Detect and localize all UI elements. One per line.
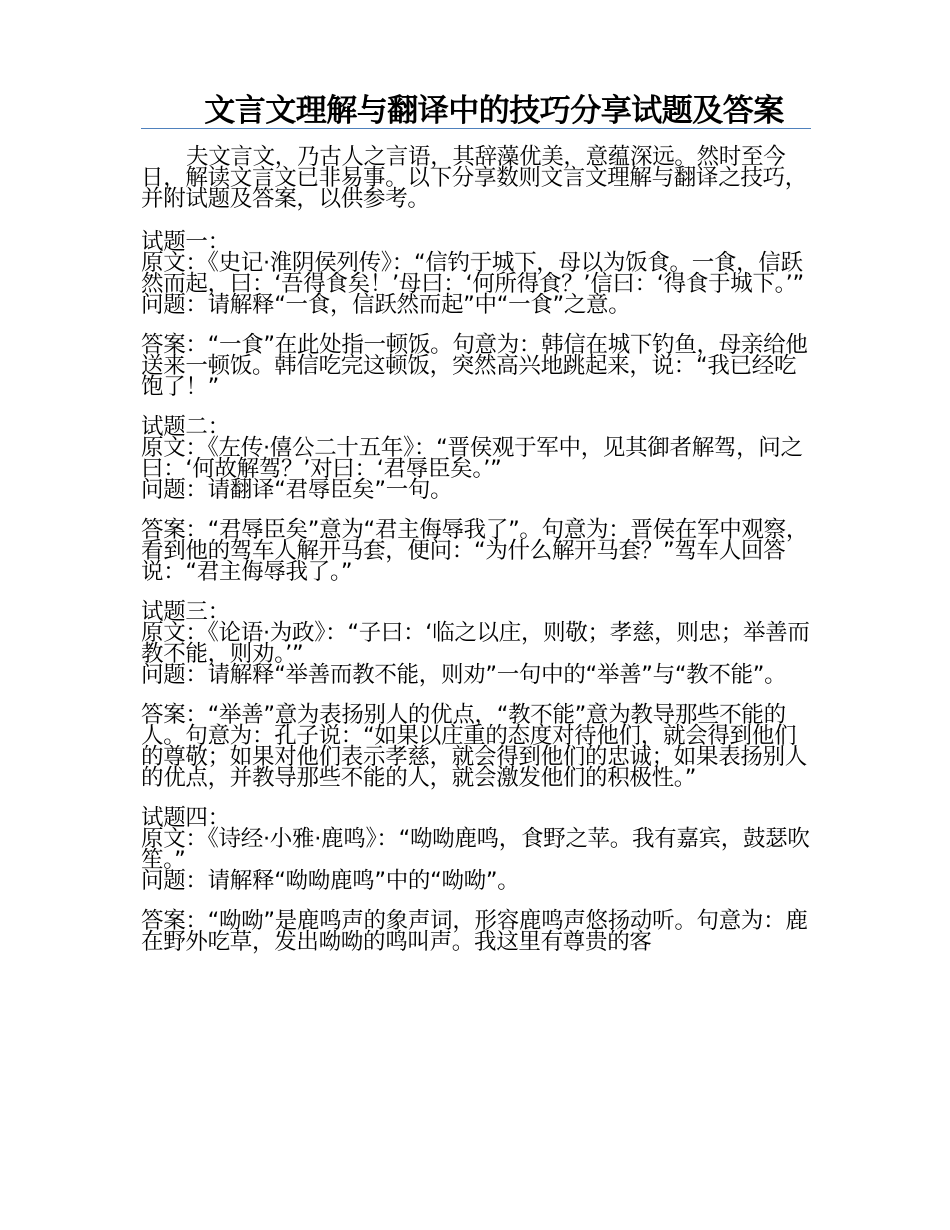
question-source: 原文：《史记·淮阴侯列传》：“信钓于城下，母以为饭食。一食，信跃然而起，曰：‘吾得食矣！’母曰：‘何所得食？’信曰：‘得食于城下。’” — [141, 250, 804, 297]
answer-block-4 — [141, 908, 811, 955]
question-block-3 — [141, 599, 811, 688]
question-heading: 试题一： — [141, 229, 230, 255]
answer-text: 答案：“君辱臣矣”意为“君主侮辱我了”。句意为：晋侯在军中观察，看到他的驾车人解开马套，便问：“为什么解开马套？”驾车人回答说：“君主侮辱我了。” — [141, 517, 809, 585]
document-title: 文言文理解与翻译中的技巧分享试题及答案 — [204, 93, 784, 129]
question-block-1 — [141, 229, 811, 318]
question-text: 问题：请解释“一食，信跃然而起”中“一食”之意。 — [141, 292, 631, 318]
document-page — [141, 93, 811, 972]
question-text: 问题：请解释“举善而教不能，则劝”一句中的“举善”与“教不能”。 — [141, 662, 787, 688]
answer-text: 答案：“一食”在此处指一顿饭。句意为：韩信在城下钓鱼，母亲给他送来一顿饭。韩信吃完这顿饭，突然高兴地跳起来，说：“我已经吃饱了！” — [141, 332, 808, 400]
answer-block-2 — [141, 517, 811, 585]
question-source: 原文：《诗经·小雅·鹿鸣》：“呦呦鹿鸣，食野之苹。我有嘉宾，鼓瑟吹笙。” — [141, 826, 810, 873]
answer-text: 答案：“呦呦”是鹿鸣声的象声词，形容鹿鸣声悠扬动听。句意为：鹿在野外吃草，发出呦呦的鸣叫声。我这里有尊贵的客 — [141, 908, 808, 955]
question-source: 原文：《论语·为政》：“子曰：‘临之以庄，则敬；孝慈，则忠；举善而教不能，则劝。’” — [141, 620, 810, 667]
answer-block-3 — [141, 702, 811, 791]
question-block-4 — [141, 805, 811, 894]
question-heading: 试题四： — [141, 805, 230, 831]
answer-block-1 — [141, 332, 811, 400]
question-text: 问题：请解释“呦呦鹿鸣”中的“呦呦”。 — [141, 868, 520, 894]
question-block-2 — [141, 414, 811, 503]
question-text: 问题：请翻译“君辱臣矣”一句。 — [141, 477, 453, 503]
intro-paragraph: 夫文言文，乃古人之言语，其辞藻优美，意蕴深远。然时至今日，解读文言文已非易事。以下分享数则文言文理解与翻译之技巧，并附试题及答案，以供参考。 — [141, 144, 808, 212]
question-heading: 试题三： — [141, 599, 230, 625]
answer-text: 答案：“举善”意为表扬别人的优点，“教不能”意为教导那些不能的人。句意为：孔子说：“如果以庄重的态度对待他们，就会得到他们的尊敬；如果对他们表示孝慈，就会得到他们的忠诚；如果表扬别人的优点，并教导那些不能的人，就会激发他们的积极性。” — [141, 702, 808, 791]
question-source: 原文：《左传·僖公二十五年》：“晋侯观于军中，见其御者解驾，问之曰：‘何故解驾？’对曰：‘君辱臣矣。’” — [141, 435, 803, 482]
question-heading: 试题二： — [141, 414, 230, 440]
